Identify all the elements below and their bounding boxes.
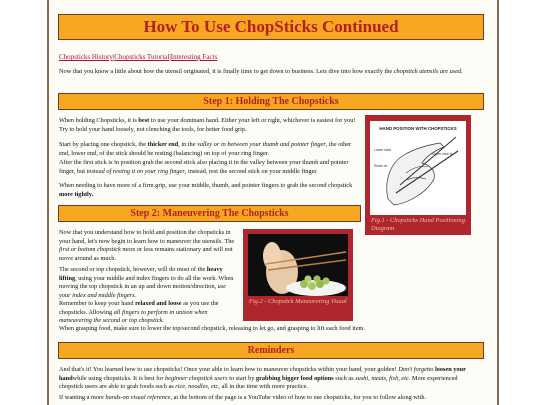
step1-paragraph-2 [59,141,359,158]
reminders-title: Reminders [247,345,295,356]
diagram-title: HAND POSITION WITH CHOPSTICKS [379,126,457,131]
nav-separator: | [112,53,115,61]
chopsticks-diagram-image [370,121,466,215]
text: , at the bottom of the page is a YouTube video of how to use chopsticks, for you to follow along with. [170,394,427,401]
emphasis: instead of resting it on your ring finger [86,167,185,175]
text: , the other end, lower end, of the stick should be resting (balancing) on top of your ring finger. [59,141,352,157]
emphasis: beginner chopstick users [165,374,228,382]
reminders-paragraph-2 [59,394,480,403]
text: When grasping food, make sure to lower the top/second chopstick, releasing to let go, and grasping to lift each food item. [59,325,366,332]
text: such as [333,374,356,382]
text: Start by placing one chopstick, the [59,141,148,148]
text: If wanting a more [59,394,106,401]
text: When holding Chopsticks, it is [59,117,139,124]
text: Now that you understand how to hold and position the chopsticks in your hand, let's now begin to learn how to maneuver the utensils. The [59,229,235,245]
emphasis: heavy lifting [59,266,223,282]
figure-2 [243,229,353,321]
step2-paragraph-1 [59,229,239,263]
text: , instead, rest the second stick on your middle finger. [184,167,318,175]
emphasis: loosen your hand [59,366,466,382]
step2-title: Step 2: Maneuvering The Chopsticks [130,208,289,219]
nav-link-facts[interactable]: Interesting Facts [170,53,218,61]
intro-paragraph [59,68,480,77]
step1-paragraph-3 [59,159,359,176]
step2-paragraph-2 [59,266,239,300]
nav-link-history[interactable]: Chopsticks History [59,53,113,61]
text: , using your middle and index fingers to do all the work. When moving the top chopstick in an up and down motion/direction, [59,274,234,290]
text: more or less remains stationary and will not move around as much. [59,246,233,262]
nav-links [59,53,217,61]
emphasis: sushi, meats, fish, etc. [355,374,411,382]
step1-paragraph-4 [59,182,359,199]
text: The second or top chopstick, however, will do most of the [59,266,207,273]
emphasis: use your index and middle fingers. [59,283,227,299]
text: as you use the chopsticks. Allowing [59,300,219,316]
diagram-label: Upper stick is [432,152,453,156]
text: to [428,366,435,373]
figure-2-photo [248,234,348,296]
step1-title: Step 1: Holding The Chopsticks [203,96,339,107]
text: to start by [227,374,256,382]
emphasis: best [138,117,150,124]
page-title: How To Use ChopSticks Continued [143,17,399,36]
text: to use your dominant hand. Either your left or right, whichever is easiest for you! Try to hold your hand loosely, not clenching the tools, for better food grip. [59,117,356,133]
figure-1-caption: Fig.1 - Chopsticks Hand Positioning Diagram [371,217,465,232]
chopsticks-photo-image [248,234,348,296]
emphasis: rice, noodles, etc, [175,383,220,390]
text: while using chopsticks. It is best for [72,374,166,382]
intro-text: Now that you know a little about how the utensil originated, it is finally time to get down to business. Lets dive into how exactly the [59,68,394,75]
text: When needing to have more of a firm grip, use your middle, thumb, and pointer fingers to grab the second chopstick [59,182,353,189]
text: After the first stick is in position grab the second stick also placing it in the valley between your thumb and pointer finger, but [59,159,349,175]
text: , in the [178,141,198,148]
text: More experienced chopstick users are able to grab foods such as [59,374,458,390]
step2-paragraph-3a [59,300,241,326]
emphasis: grabbing bigger food options [255,374,334,382]
figure-1-diagram [370,121,466,215]
reminders-banner [58,342,484,359]
nav-link-tutorial[interactable]: Chopsticks Tutorial [114,53,170,61]
emphasis: valley or in between your thumb and pointer finger [197,141,326,148]
diagram-label: Rests on [374,164,388,168]
emphasis: more tightly. [59,190,94,198]
step1-banner [58,93,484,110]
nav-separator: | [169,53,171,61]
intro-emphasis: chopstick utensils are used. [393,68,463,75]
emphasis: relaxed and loose [135,300,182,307]
emphasis: all fingers to perform in unison when maneuvering the second or top chopstick. [59,308,208,324]
emphasis: thicker end [147,141,179,148]
step2-banner [58,205,361,222]
figure-1 [365,115,471,235]
text: all in due time with more practice. [219,383,309,390]
reminders-paragraph-1 [59,366,480,392]
text: Remember to keep your hand [59,300,136,307]
diagram-label: Lower stick [374,148,391,152]
step2-paragraph-3b [59,325,479,334]
page-title-banner [58,14,484,40]
emphasis: first or bottom chopstick [59,246,121,253]
emphasis: Don't forget [398,366,429,373]
figure-2-caption: Fig.2 - Chopstick Maneuvering Visual [249,298,347,305]
text: And that's it! You learned how to use chopsticks! Once your able to learn how to maneuver chopsticks within your hand, your golden! [59,366,399,373]
step1-paragraph-1 [59,117,359,134]
emphasis: hands-on visual reference [105,394,171,401]
